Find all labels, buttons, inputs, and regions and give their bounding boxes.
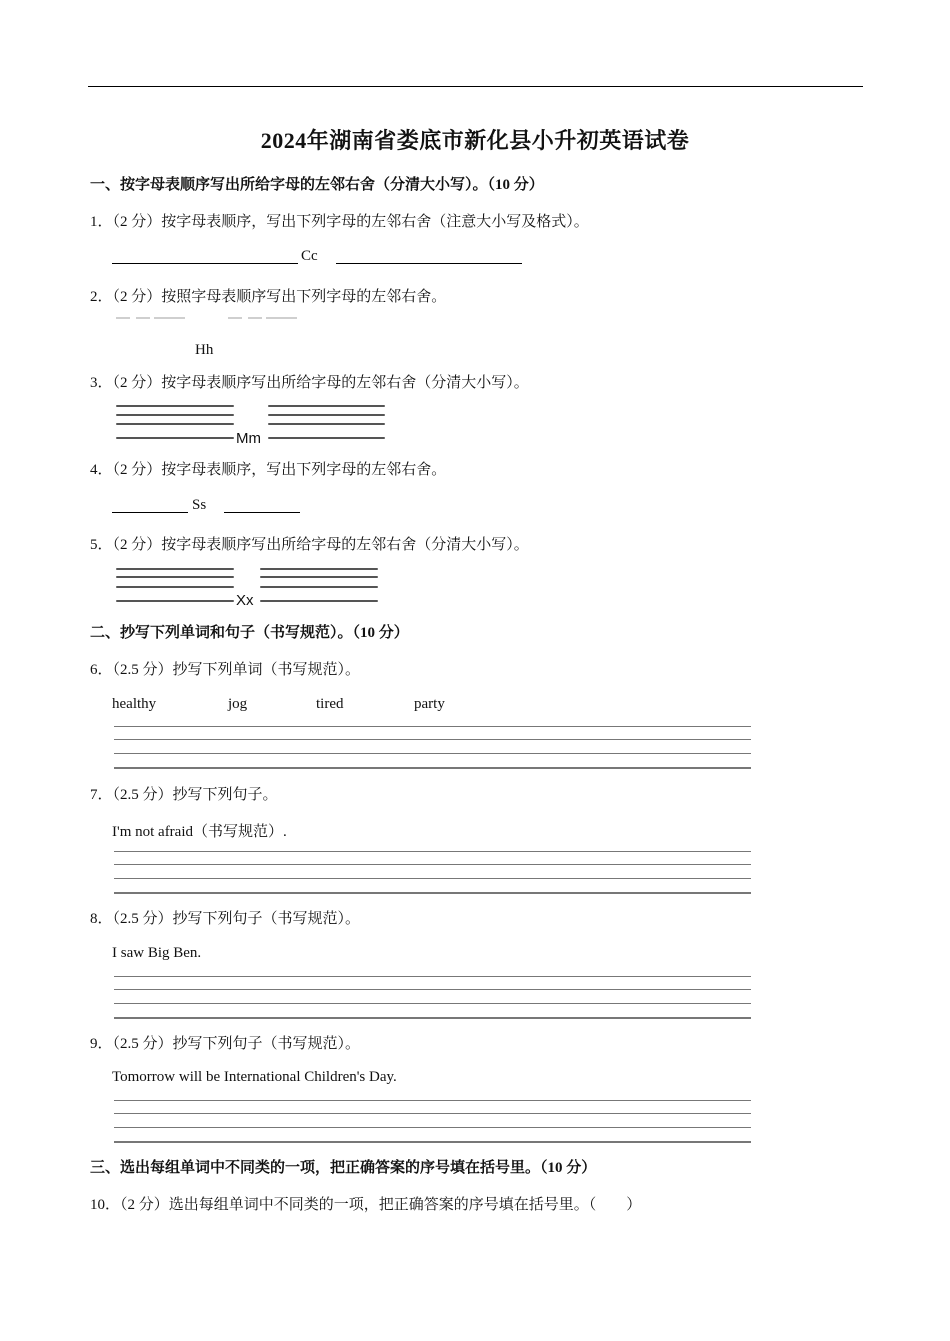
question-1-stem: 1．（2 分）按字母表顺序，写出下列字母的左邻右舍（注意大小写及格式）。 [90,214,589,230]
question-9-stem: 9．（2.5 分）抄写下列句子（书写规范）。 [90,1036,361,1052]
section-heading-2: 二、抄写下列单词和句子（书写规范）。（10 分） [90,625,409,641]
q6-four-line-grid[interactable] [114,726,751,770]
q4-answer-blank-left[interactable] [112,512,188,513]
question-10-stem: 10．（2 分）选出每组单词中不同类的一项，把正确答案的序号填在括号里。（ ） [90,1197,642,1213]
top-rule [88,86,863,87]
q6-word-4: party [414,696,445,712]
q4-given-letter: Ss [192,497,207,513]
q6-word-1: healthy [112,696,157,712]
q1-given-letter: Cc [301,248,318,264]
q8-sentence: I saw Big Ben. [112,945,202,961]
question-5-stem: 5．（2 分）按字母表顺序写出所给字母的左邻右舍（分清大小写）。 [90,537,529,553]
page-title: 2024年湖南省娄底市新化县小升初英语试卷 [260,128,690,153]
q3-given-letter: Mm [236,430,261,447]
question-3-stem: 3．（2 分）按字母表顺序写出所给字母的左邻右舍（分清大小写）。 [90,375,529,391]
q1-answer-blank-right[interactable] [336,263,522,264]
q9-sentence: Tomorrow will be International Children's Day. [112,1069,397,1085]
q6-word-3: tired [316,696,344,712]
q8-four-line-grid[interactable] [114,976,751,1020]
q7-four-line-grid[interactable] [114,851,751,895]
section-heading-1: 一、按字母表顺序写出所给字母的左邻右舍（分清大小写）。（10 分） [90,177,544,193]
q9-four-line-grid[interactable] [114,1100,751,1144]
q1-answer-blank-left[interactable] [112,263,298,264]
section-heading-3: 三、选出每组单词中不同类的一项，把正确答案的序号填在括号里。（10 分） [90,1160,597,1176]
question-2-stem: 2．（2 分）按照字母表顺序写出下列字母的左邻右舍。 [90,289,447,305]
q4-answer-blank-right[interactable] [224,512,300,513]
q5-given-letter: Xx [236,592,254,609]
q6-word-2: jog [228,696,248,712]
question-4-stem: 4．（2 分）按字母表顺序，写出下列字母的左邻右舍。 [90,462,447,478]
question-6-stem: 6．（2.5 分）抄写下列单词（书写规范）。 [90,662,361,678]
q7-sentence: I'm not afraid（书写规范）. [112,824,287,840]
question-7-stem: 7．（2.5 分）抄写下列句子。 [90,787,278,803]
question-8-stem: 8．（2.5 分）抄写下列句子（书写规范）。 [90,911,361,927]
q2-given-letter: Hh [195,342,214,358]
